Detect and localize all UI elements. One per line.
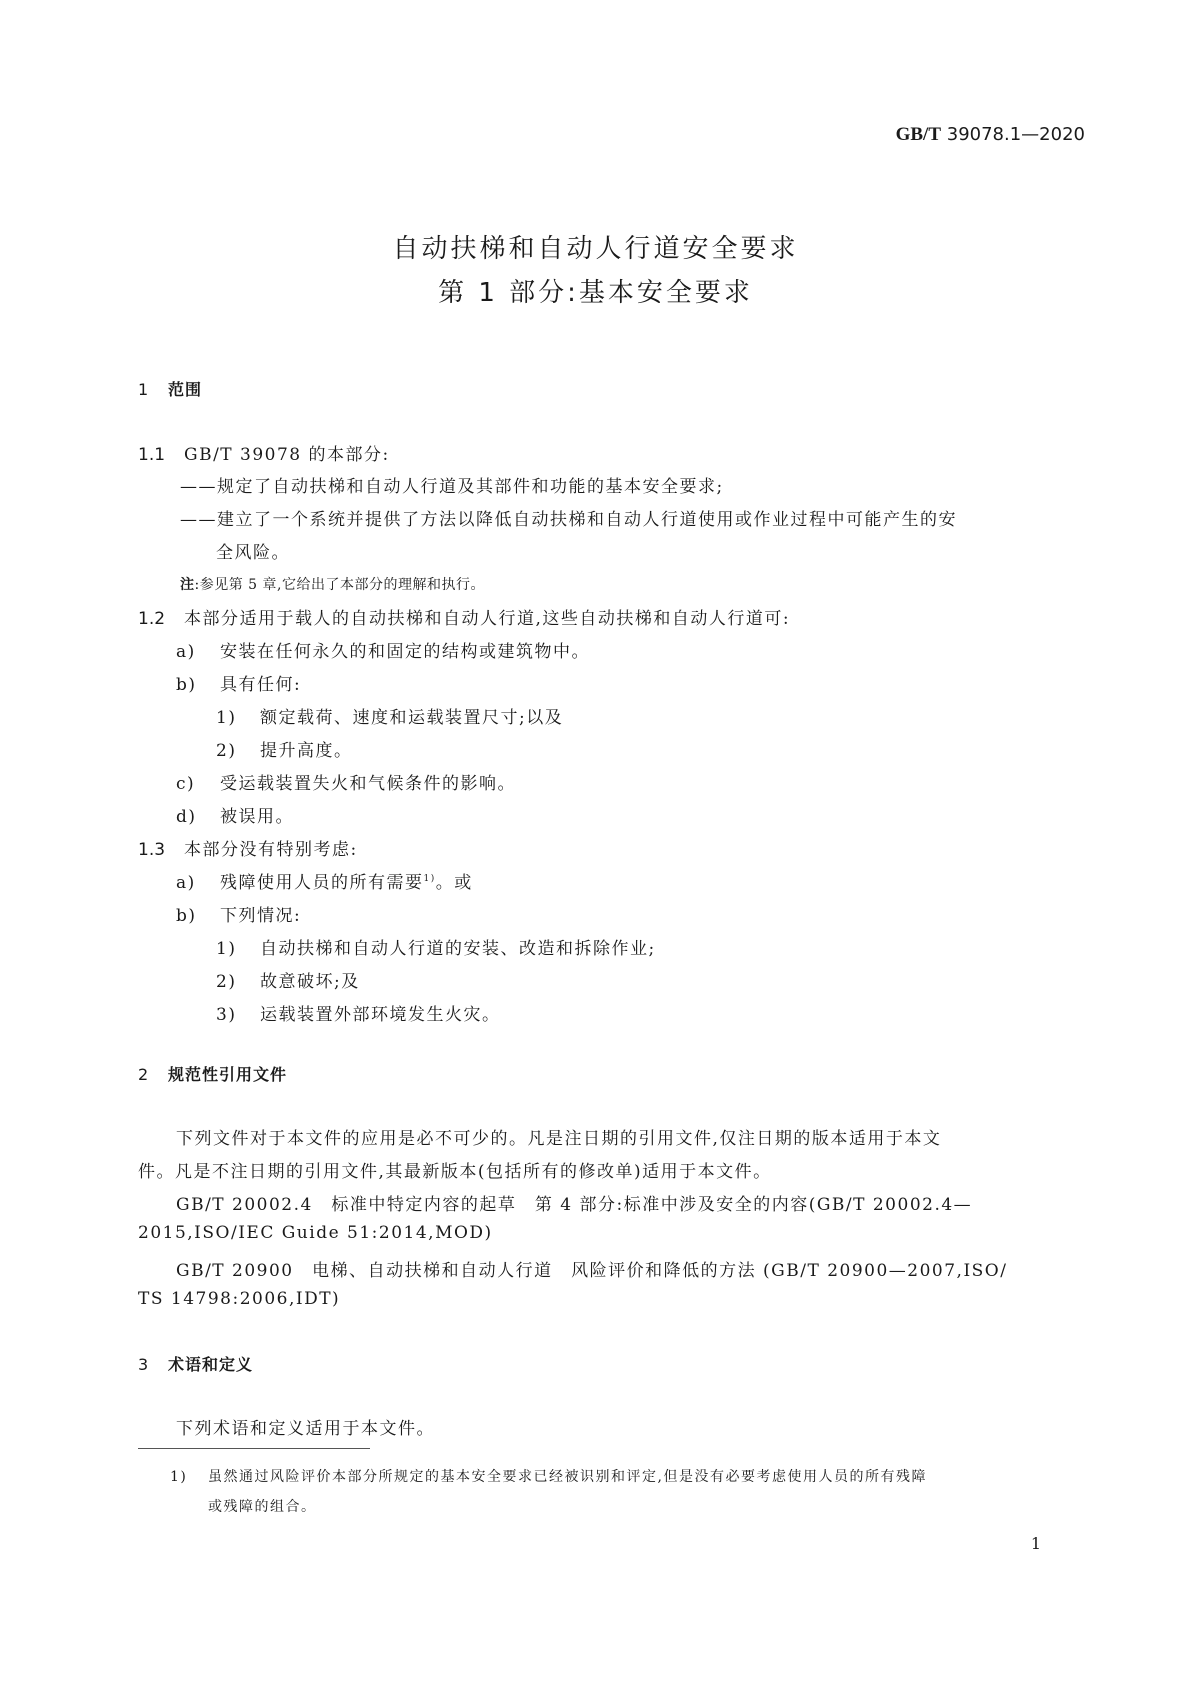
clause-1-1-item-2: ——建立了一个系统并提供了方法以降低自动扶梯和自动人行道使用或作业过程中可能产生的安 bbox=[180, 510, 957, 530]
clause-1-2-item-b: b) 具有任何: bbox=[176, 675, 302, 695]
document-title: 自动扶梯和自动人行道安全要求 bbox=[392, 234, 799, 264]
clause-1-2: 1.2 本部分适用于载人的自动扶梯和自动人行道,这些自动扶梯和自动人行道可: bbox=[138, 609, 791, 629]
section-1-heading: 1 范围 bbox=[138, 380, 203, 399]
clause-1-1-item-1: ——规定了自动扶梯和自动人行道及其部件和功能的基本安全要求; bbox=[180, 477, 724, 497]
clause-1-1: 1.1 GB/T 39078 的本部分: bbox=[138, 445, 390, 465]
standard-code: 39078.1—2020 bbox=[946, 124, 1085, 145]
section-2-heading: 2 规范性引用文件 bbox=[138, 1065, 288, 1084]
section-3-para-1: 下列术语和定义适用于本文件。 bbox=[176, 1419, 435, 1439]
clause-1-2-item-c: c) 受运载装置失火和气候条件的影响。 bbox=[176, 774, 516, 794]
document-subtitle: 第 1 部分:基本安全要求 bbox=[438, 278, 753, 308]
footnote-1-cont: 或残障的组合。 bbox=[208, 1499, 317, 1515]
clause-1-2-item-b-2: 2) 提升高度。 bbox=[216, 741, 353, 761]
footnote-divider bbox=[138, 1448, 370, 1449]
section-2-para-1-cont: 件。凡是不注日期的引用文件,其最新版本(包括所有的修改单)适用于本文件。 bbox=[138, 1162, 772, 1182]
clause-1-3-item-b-3: 3) 运载装置外部环境发生火灾。 bbox=[216, 1005, 501, 1025]
footnote-1: 1) 虽然通过风险评价本部分所规定的基本安全要求已经被识别和评定,但是没有必要考虑使用人员的所有残障 bbox=[170, 1469, 927, 1485]
standard-prefix: GB/T bbox=[895, 124, 942, 145]
reference-gbt-20002-4-cont: 2015,ISO/IEC Guide 51:2014,MOD) bbox=[138, 1223, 493, 1243]
clause-1-3-item-b: b) 下列情况: bbox=[176, 906, 302, 926]
clause-1-3-item-a: a) 残障使用人员的所有需要$^{1)}$。或 bbox=[176, 873, 473, 893]
clause-1-2-item-a: a) 安装在任何永久的和固定的结构或建筑物中。 bbox=[176, 642, 590, 662]
clause-1-1-item-2-cont: 全风险。 bbox=[216, 543, 290, 563]
clause-1-3: 1.3 本部分没有特别考虑: bbox=[138, 840, 358, 860]
clause-1-2-item-b-1: 1) 额定载荷、速度和运载装置尺寸;以及 bbox=[216, 708, 564, 728]
reference-gbt-20900: GB/T 20900 电梯、自动扶梯和自动人行道 风险评价和降低的方法 (GB/T 20900—2007,ISO/ bbox=[176, 1261, 1008, 1281]
clause-1-2-item-d: d) 被误用。 bbox=[176, 807, 294, 827]
page-number: 1 bbox=[1030, 1534, 1041, 1553]
section-3-heading: 3 术语和定义 bbox=[138, 1355, 254, 1374]
reference-gbt-20002-4: GB/T 20002.4 标准中特定内容的起草 第 4 部分:标准中涉及安全的内容(GB/T 20002.4— bbox=[176, 1195, 973, 1215]
clause-1-1-note: 注:参见第 5 章,它给出了本部分的理解和执行。 bbox=[180, 577, 485, 593]
reference-gbt-20900-cont: TS 14798:2006,IDT) bbox=[138, 1289, 341, 1309]
clause-1-3-item-b-1: 1) 自动扶梯和自动人行道的安装、改造和拆除作业; bbox=[216, 939, 656, 959]
clause-1-3-item-b-2: 2) 故意破坏;及 bbox=[216, 972, 360, 992]
footnote-ref[interactable]: 1) bbox=[423, 874, 436, 884]
standard-number bbox=[896, 124, 1085, 146]
section-2-para-1: 下列文件对于本文件的应用是必不可少的。凡是注日期的引用文件,仅注日期的版本适用于本文 bbox=[176, 1129, 942, 1149]
